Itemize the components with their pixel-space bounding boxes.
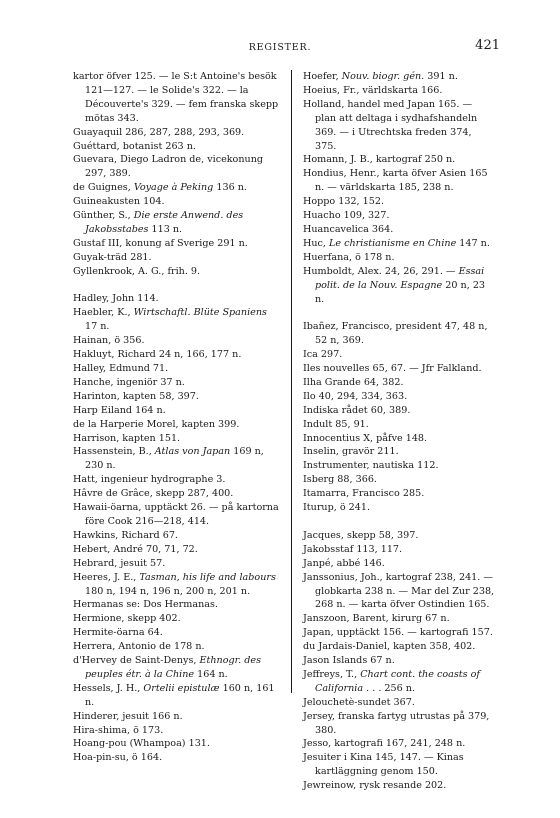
index-entry — [303, 543, 495, 557]
index-entry — [73, 251, 281, 265]
entry-text: 169 n, 230 n. — [85, 446, 264, 472]
entry-text: Jeffreys, T., — [303, 668, 361, 680]
entry-text: Hainan, ö 356. — [73, 335, 145, 347]
running-header: REGISTER. — [248, 42, 312, 53]
entry-title-italic: Ortelii epistulæ — [143, 682, 220, 694]
index-entry — [303, 418, 495, 432]
entry-text: Jesso, kartografi 167, 241, 248 n. — [303, 738, 466, 750]
index-entry — [303, 737, 495, 751]
index-entry — [73, 334, 281, 348]
index-entry — [303, 251, 495, 265]
index-entry — [73, 362, 281, 376]
entry-title-italic: Essai polit. de la Nouv. Espagne — [315, 265, 485, 291]
index-entry — [73, 598, 281, 612]
index-entry — [303, 473, 495, 487]
index-entry — [73, 626, 281, 640]
index-entry — [303, 640, 495, 654]
index-entry — [73, 348, 281, 362]
entry-text: Herrera, Antonio de 178 n. — [73, 641, 205, 653]
entry-text: Harp Eiland 164 n. — [73, 404, 166, 416]
index-entry — [73, 418, 281, 432]
entry-text: Guevara, Diego Ladron de, vicekonung 297, 389. — [73, 154, 264, 180]
entry-text: Iturup, ö 241. — [303, 502, 371, 514]
index-entry — [303, 362, 495, 376]
entry-text: Harinton, kapten 58, 397. — [73, 390, 199, 402]
entry-text: de Guignes, — [73, 182, 134, 194]
index-entry — [73, 209, 281, 237]
entry-text: Hoefer, — [303, 71, 342, 82]
index-entry — [73, 557, 281, 571]
entry-text: Indult 85, 91. — [303, 418, 369, 430]
entry-text: Hinderer, jesuit 166 n. — [73, 710, 183, 722]
entry-text: Itamarra, Francisco 285. — [303, 488, 425, 500]
entry-text: Huerfana, ö 178 n. — [303, 251, 395, 263]
index-entry — [73, 292, 281, 306]
index-entry — [303, 376, 495, 390]
entry-text: Hoa-pin-su, ö 164. — [73, 752, 163, 764]
index-entry — [303, 209, 495, 223]
index-entry — [303, 626, 495, 640]
entry-text: 17 n. — [85, 321, 110, 333]
entry-text: Haebler, K., — [73, 307, 134, 319]
entry-text: 113 n. — [148, 223, 183, 235]
index-entry — [73, 710, 281, 724]
entry-text: Guayaquil 286, 287, 288, 293, 369. — [73, 126, 245, 138]
entry-text: Halley, Edmund 71. — [73, 363, 169, 375]
index-entry — [303, 237, 495, 251]
entry-text: Jason Islands 67 n. — [303, 655, 395, 667]
entry-text: Holland, handel med Japan 165. — plan att deltaga i sydhafshandeln 369. — i Utrechtska freden 374, 375. — [303, 98, 478, 152]
entry-text: Jakobsstaf 113, 117. — [303, 543, 403, 555]
entry-text: 136 n. — [213, 182, 247, 194]
letter-section-gap — [303, 306, 495, 320]
index-entry — [303, 98, 495, 154]
index-entry — [303, 459, 495, 473]
index-entry — [303, 612, 495, 626]
index-entry — [303, 265, 495, 307]
entry-text: Hanche, ingeniör 37 n. — [73, 376, 185, 388]
index-column-right — [303, 70, 495, 793]
index-entry — [303, 390, 495, 404]
index-entry — [303, 404, 495, 418]
entry-text: Japan, upptäckt 156. — kartografi 157. — [303, 627, 493, 639]
index-entry — [73, 487, 281, 501]
entry-text: de la Harperie Morel, kapten 399. — [73, 418, 240, 430]
index-entry — [73, 390, 281, 404]
entry-text: Humboldt, Alex. 24, 26, 291. — — [303, 265, 459, 277]
entry-text: Ilha Grande 64, 382. — [303, 376, 404, 388]
index-entry — [73, 195, 281, 209]
entry-text: Hawkins, Richard 67. — [73, 529, 178, 541]
entry-text: Hatt, ingenieur hydrographe 3. — [73, 474, 226, 486]
index-entry — [303, 223, 495, 237]
entry-text: Guineakusten 104. — [73, 196, 165, 208]
entry-text: 160 n, 161 n. — [85, 682, 275, 708]
entry-text: Innocentius X, påfve 148. — [303, 432, 428, 444]
index-entry — [73, 737, 281, 751]
entry-text: Ibañez, Francisco, president 47, 48 n, 52 n, 369. — [303, 321, 488, 347]
index-column-left — [73, 70, 281, 765]
entry-text: Jersey, franska fartyg utrustas på 379, 380. — [303, 710, 490, 736]
index-entry — [303, 557, 495, 571]
entry-text: Jewreinow, rysk resande 202. — [303, 780, 447, 792]
index-entry — [303, 529, 495, 543]
index-entry — [303, 70, 495, 84]
index-entry — [73, 640, 281, 654]
entry-text: Guyak-träd 281. — [73, 251, 152, 263]
entry-text: Instrumenter, nautiska 112. — [303, 460, 439, 472]
index-entry — [303, 445, 495, 459]
index-entry — [303, 710, 495, 738]
entry-text: Hoang-pou (Whampoa) 131. — [73, 738, 210, 750]
entry-text: Hebrard, jesuit 57. — [73, 557, 166, 569]
entry-text: Hassenstein, B., — [73, 446, 155, 458]
index-entry — [303, 84, 495, 98]
entry-text: Jacques, skepp 58, 397. — [303, 529, 419, 541]
index-entry — [73, 473, 281, 487]
index-entry — [73, 140, 281, 154]
entry-text: Guéttard, botanist 263 n. — [73, 140, 196, 152]
index-entry — [303, 487, 495, 501]
entry-text: du Jardais-Daniel, kapten 358, 402. — [303, 641, 476, 653]
index-entry — [303, 320, 495, 348]
entry-text: Hermite-öarna 64. — [73, 627, 163, 639]
entry-text: d'Hervey de Saint-Denys, — [73, 655, 200, 667]
index-entry — [73, 501, 281, 529]
index-entry — [73, 529, 281, 543]
index-entry — [73, 70, 281, 126]
entry-text: 391 n. — [424, 71, 458, 82]
index-entry — [73, 237, 281, 251]
entry-text: Hermione, skepp 402. — [73, 613, 181, 625]
entry-text: Günther, S., — [73, 210, 134, 222]
entry-title-italic: Ethnogr. des peuples étr. à la Chine — [85, 655, 261, 680]
entry-title-italic: Atlas von Japan — [154, 446, 231, 458]
index-entry — [73, 543, 281, 557]
entry-title-italic: Die erste Anwend. des Jakobsstabes — [85, 210, 244, 235]
index-entry — [73, 404, 281, 418]
index-entry — [73, 571, 281, 599]
index-entry — [73, 265, 281, 279]
entry-text: Gustaf III, konung af Sverige 291 n. — [73, 237, 248, 249]
entry-text: Ica 297. — [303, 349, 343, 361]
entry-title-italic: Nouv. biogr. gén. — [341, 71, 425, 82]
entry-text: Hadley, John 114. — [73, 293, 159, 305]
entry-title-italic: Wirtschaftl. Blüte Spaniens — [133, 307, 267, 319]
index-entry — [303, 654, 495, 668]
entry-text: Gyllenkrook, A. G., frih. 9. — [73, 265, 201, 277]
entry-text: Hermanas se: Dos Hermanas. — [73, 599, 218, 611]
entry-title-italic: Tasman, his life and labours — [139, 571, 276, 583]
entry-text: Hakluyt, Richard 24 n, 166, 177 n. — [73, 349, 242, 361]
index-entry — [303, 501, 495, 515]
entry-text: . . . 256 n. — [363, 682, 416, 694]
index-entry — [73, 432, 281, 446]
index-entry — [303, 571, 495, 613]
entry-text: Indiska rådet 60, 389. — [303, 404, 411, 416]
index-entry — [73, 126, 281, 140]
index-entry — [73, 153, 281, 181]
entry-text: Heeres, J. E., — [73, 571, 140, 583]
index-entry — [303, 348, 495, 362]
entry-text: Inselin, gravör 211. — [303, 446, 399, 458]
entry-text: Isberg 88, 366. — [303, 474, 377, 486]
entry-text: Janszoon, Barent, kirurg 67 n. — [303, 613, 450, 625]
index-entry — [73, 654, 281, 682]
entry-text: Huc, — [303, 237, 330, 249]
entry-text: Hira-shima, ö 173. — [73, 724, 164, 736]
entry-text: Janpé, abbé 146. — [303, 557, 385, 569]
entry-text: Jelouchetè-sundet 367. — [303, 696, 415, 708]
entry-text: Janssonius, Joh., kartograf 238, 241. — globkarta 238 n. — Mar del Zur 238, 268 n. — karta öfver Ostindien 165. — [303, 571, 495, 611]
entry-text: 20 n, 23 n. — [315, 279, 486, 305]
entry-text: kartor öfver 125. — le S:t Antoine's besök 121—127. — le Solide's 322. — la Découverte's 329. — fem franska skepp mötas 343. — [73, 71, 279, 124]
index-entry — [303, 696, 495, 710]
index-entry — [73, 306, 281, 334]
page-number: 421 — [475, 38, 500, 53]
index-entry — [73, 724, 281, 738]
entry-text: Hoppo 132, 152. — [303, 196, 385, 208]
entry-text: 147 n. — [456, 237, 490, 249]
entry-text: 180 n, 194 n, 196 n, 200 n, 201 n. — [85, 585, 251, 597]
entry-text: Hawaii-öarna, upptäckt 26. — på kartorna före Cook 216—218, 414. — [73, 502, 279, 527]
index-entry — [73, 612, 281, 626]
entry-title-italic: Chart cont. the coasts of California — [315, 668, 480, 694]
entry-text: 164 n. — [194, 668, 228, 680]
entry-text: Hessels, J. H., — [73, 682, 144, 694]
index-entry — [73, 376, 281, 390]
entry-title-italic: Voyage à Peking — [133, 182, 214, 194]
index-entry — [303, 153, 495, 167]
index-entry — [73, 751, 281, 765]
letter-section-gap — [303, 515, 495, 529]
entry-title-italic: Le christianisme en Chine — [329, 237, 457, 249]
index-entry — [303, 432, 495, 446]
column-divider — [291, 70, 292, 693]
entry-text: Huancavelica 364. — [303, 223, 394, 235]
entry-text: Hoeius, Fr., världskarta 166. — [303, 84, 443, 96]
index-entry — [73, 181, 281, 195]
index-entry — [303, 195, 495, 209]
entry-text: Iles nouvelles 65, 67. — Jfr Falkland. — [303, 363, 482, 375]
index-entry — [303, 167, 495, 195]
entry-text: Hebert, André 70, 71, 72. — [73, 543, 198, 555]
index-entry — [303, 668, 495, 696]
entry-text: Harrison, kapten 151. — [73, 432, 181, 444]
index-entry — [73, 445, 281, 473]
index-entry — [303, 751, 495, 779]
letter-section-gap — [73, 279, 281, 293]
index-entry — [73, 682, 281, 710]
entry-text: Huacho 109, 327. — [303, 210, 390, 222]
index-entry — [303, 779, 495, 793]
entry-text: Hâvre de Grâce, skepp 287, 400. — [73, 488, 234, 500]
entry-text: Hondius, Henr., karta öfver Asien 165 n. — världskarta 185, 238 n. — [303, 168, 488, 194]
entry-text: Jesuiter i Kina 145, 147. — Kinas kartläggning genom 150. — [303, 752, 464, 778]
entry-text: Ilo 40, 294, 334, 363. — [303, 390, 408, 402]
entry-text: Homann, J. B., kartograf 250 n. — [303, 154, 456, 166]
